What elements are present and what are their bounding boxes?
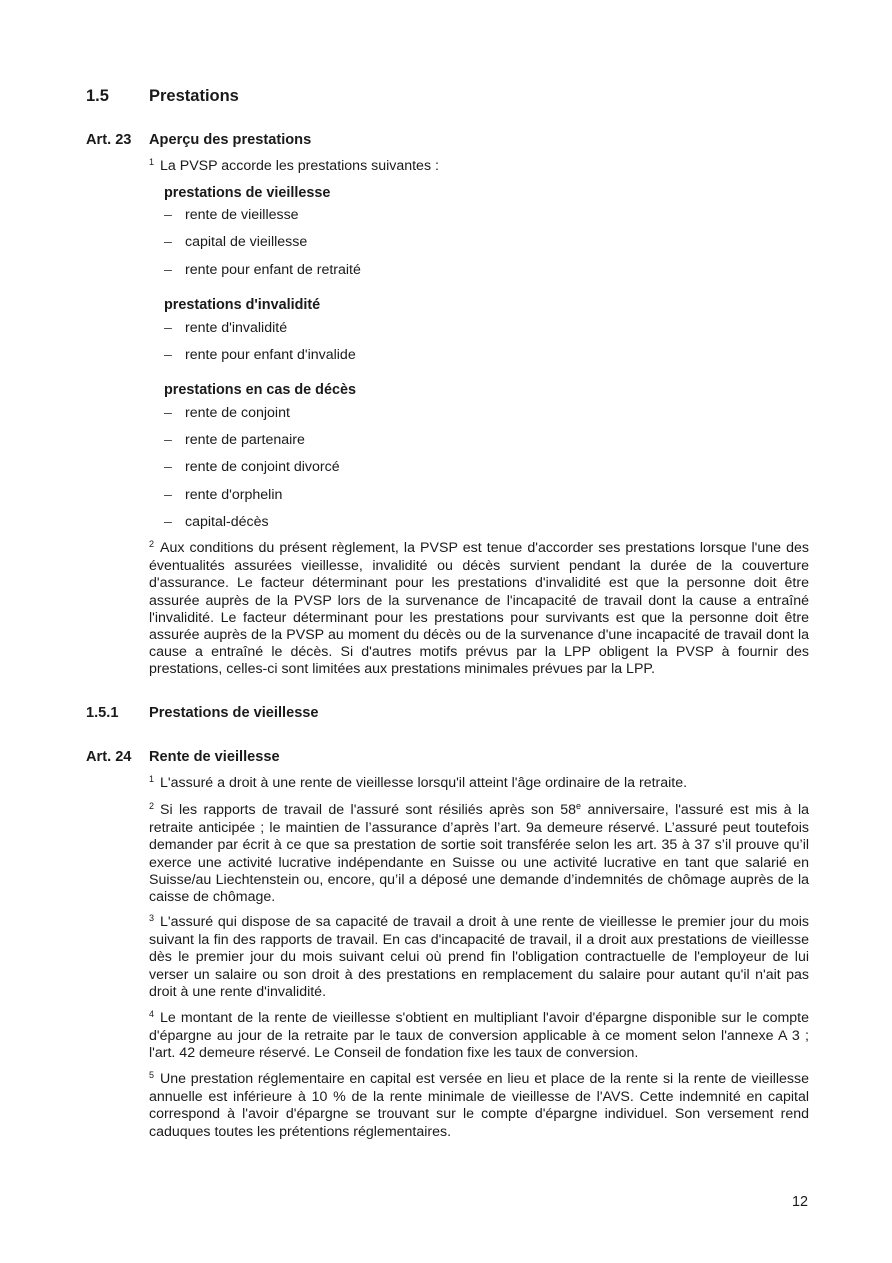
group-title-deces: prestations en cas de décès <box>164 382 356 398</box>
list-item: – rente d'invalidité <box>164 320 288 336</box>
paragraph-2: $^2$ Si les rapports de travail de l'assuré sont résiliés après son 58e anniversaire, l'assuré est mis à la retraite anticipée ; le maintien de l’assurance d’après l’art. 9a demeure réservé. L’assuré peut toutefois demander par écrit à ce que sa prestation de sortie soit transférée selon les art. 35 à 37 s’il prouve qu’il exerce une activité lucrative indépendante en Suisse ou une activité lucrative en tant que salarié en Suisse/au Liechtenstein ou, encore, qu’il a déposé une demande d’indemnités de chômage auprès de la caisse de chômage. <box>149 801 809 906</box>
paragraph-2: $^2$ Aux conditions du présent règlement, la PVSP est tenue d'accorder ses prestations lorsque l'une des éventualités assurées vieillesse, invalidité ou décès survient pendant la durée de la couverture d'assurance. Le facteur déterminant pour les prestations d'invalidité est que la personne doit être assurée auprès de la PVSP lors de la survenance de l'incapacité de travail dont la cause a entraîné l'invalidité. Le facteur déterminant pour les prestations pour survivants est que la personne doit être assurée auprès de la PVSP au moment du décès ou de la survenance d'une incapacité de travail dont la cause a entraîné le décès. Si d'autres motifs prévus par la LPP obligent la PVSP à fournir des prestations, celles-ci sont limitées aux prestations minimales prévues par la LPP. <box>149 539 809 678</box>
dash-bullet-icon: – <box>164 234 172 250</box>
dash-bullet-icon: – <box>164 405 172 421</box>
group-title-invalidite: prestations d'invalidité <box>164 297 321 313</box>
article-number: Art. 24 <box>86 749 132 765</box>
list-item: – rente pour enfant de retraité <box>164 262 361 278</box>
article-number: Art. 23 <box>86 132 132 148</box>
paragraph-number: 2 <box>149 539 155 549</box>
list-item: – rente de conjoint <box>164 405 290 421</box>
dash-bullet-icon: – <box>164 262 172 278</box>
section-title: Prestations <box>149 87 239 105</box>
paragraph-1: $^1$ La PVSP accorde les prestations suivantes : <box>149 157 439 174</box>
paragraph-number: 3 <box>149 913 155 923</box>
dash-bullet-icon: – <box>164 347 172 363</box>
ordinal-suffix: e <box>576 801 582 811</box>
paragraph-number: 1 <box>149 774 155 784</box>
group-title-vieillesse: prestations de vieillesse <box>164 185 331 201</box>
article-title: Rente de vieillesse <box>149 749 280 765</box>
paragraph-number: 5 <box>149 1070 155 1080</box>
list-item: – capital-décès <box>164 514 269 530</box>
list-item: – rente de vieillesse <box>164 207 299 223</box>
paragraph-number: 4 <box>149 1009 155 1019</box>
article-title: Aperçu des prestations <box>149 132 312 148</box>
list-item: – capital de vieillesse <box>164 234 308 250</box>
dash-bullet-icon: – <box>164 432 172 448</box>
dash-bullet-icon: – <box>164 487 172 503</box>
list-item: – rente de partenaire <box>164 432 305 448</box>
dash-bullet-icon: – <box>164 514 172 530</box>
paragraph-5: $^5$ Une prestation réglementaire en capital est versée en lieu et place de la rente si la rente de vieillesse annuelle est inférieure à 10 % de la rente minimale de vieillesse de l'AVS. Cette indemnité en capital correspond à l'avoir d'épargne se trouvant sur le compte d'épargne individuel. Son versement rend caduques toutes les prétentions réglementaires. <box>149 1070 809 1140</box>
list-item: – rente d'orphelin <box>164 487 283 503</box>
dash-bullet-icon: – <box>164 459 172 475</box>
paragraph-number: 1 <box>149 157 155 167</box>
list-item: – rente de conjoint divorcé <box>164 459 340 475</box>
dash-bullet-icon: – <box>164 207 172 223</box>
paragraph-1: $^1$ L'assuré a droit à une rente de vieillesse lorsqu'il atteint l'âge ordinaire de la retraite. <box>149 774 688 791</box>
subsection-title: Prestations de vieillesse <box>149 705 319 721</box>
subsection-number: 1.5.1 <box>86 705 119 721</box>
dash-bullet-icon: – <box>164 320 172 336</box>
section-number: 1.5 <box>86 87 109 105</box>
paragraph-number: 2 <box>149 801 155 811</box>
paragraph-3: $^3$ L'assuré qui dispose de sa capacité de travail a droit à une rente de vieillesse le premier jour du mois suivant la fin des rapports de travail. En cas d'incapacité de travail, il a droit aux prestations de vieillesse dès le premier jour du mois suivant celui où prend fin l'obligation contractuelle de l'employeur de lui verser un salaire ou son droit à des prestations en remplacement du salaire pour autant qu'il n'ait pas droit à une rente d'invalidité. <box>149 913 809 1000</box>
list-item: – rente pour enfant d'invalide <box>164 347 356 363</box>
page-number: 12 <box>792 1194 809 1210</box>
paragraph-4: $^4$ Le montant de la rente de vieillesse s'obtient en multipliant l'avoir d'épargne disponible sur le compte d'épargne au jour de la retraite par le taux de conversion applicable à ce moment selon l'annexe A 3 ; l'art. 42 demeure réservé. Le Conseil de fondation fixe les taux de conversion. <box>149 1009 809 1062</box>
